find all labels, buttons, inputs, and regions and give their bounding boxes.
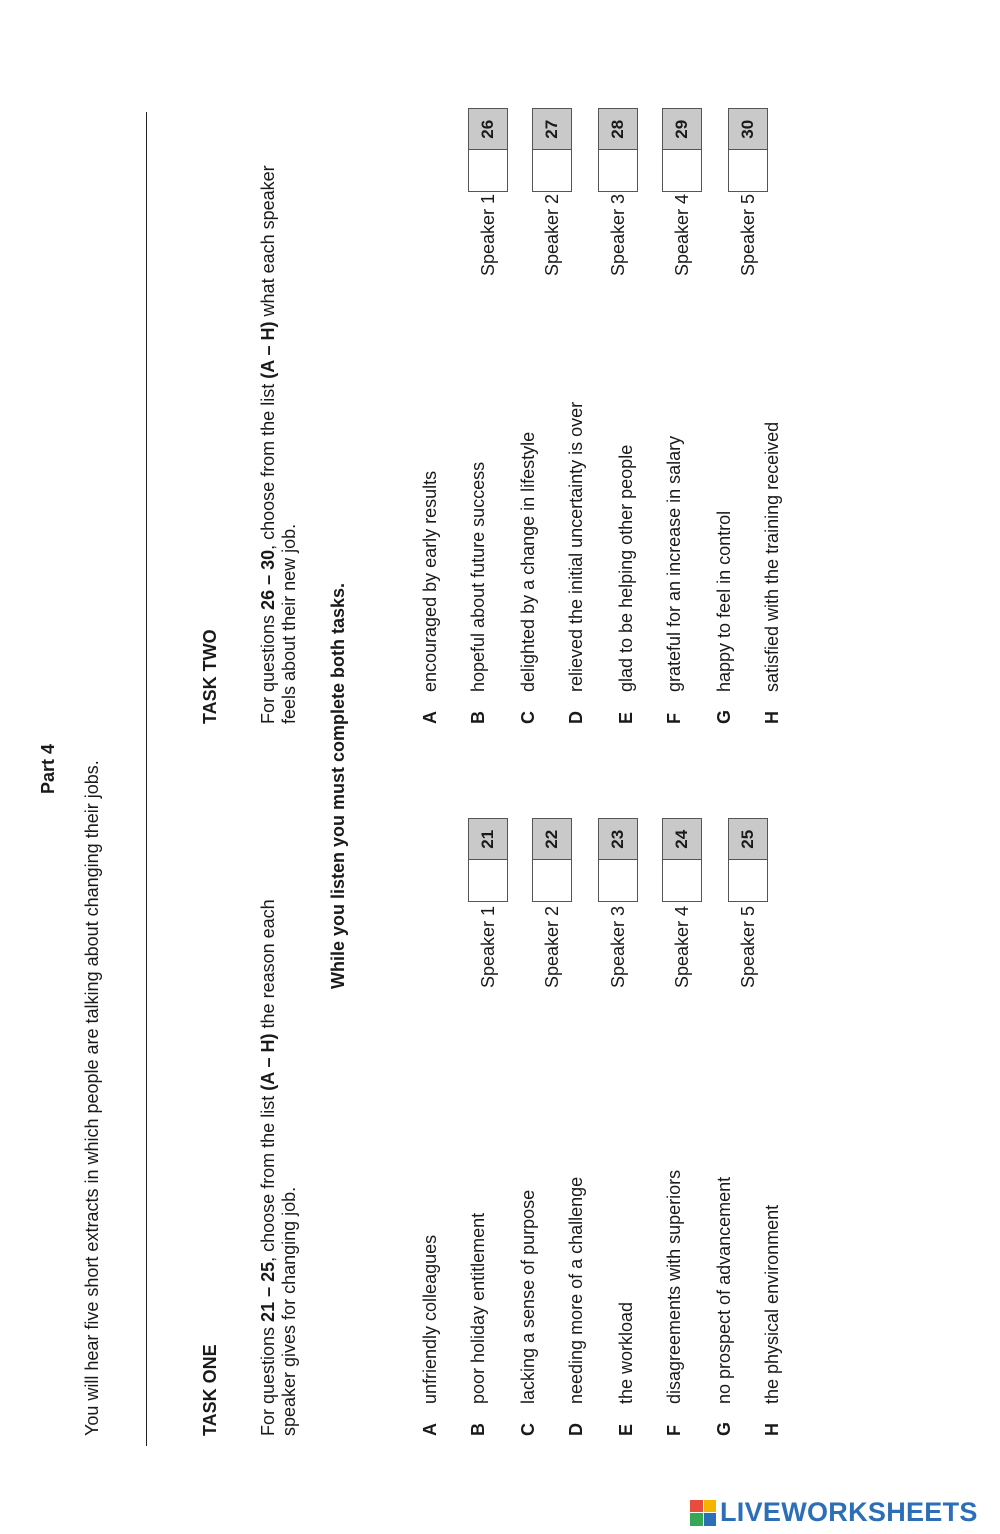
- logo-icon: [690, 1500, 716, 1526]
- option-item: [616, 1302, 637, 1436]
- speaker-label: Speaker 1: [478, 905, 498, 988]
- speaker-label: Speaker 1: [478, 193, 498, 276]
- answer-box: [598, 108, 638, 192]
- answer-box: [532, 108, 572, 192]
- option-item: [566, 402, 587, 724]
- option-text: no prospect of advancement: [714, 1176, 734, 1404]
- option-letter: F: [664, 1425, 684, 1436]
- question-number: 29: [663, 109, 701, 150]
- answer-input[interactable]: [469, 150, 507, 192]
- option-text: happy to feel in control: [714, 510, 734, 692]
- logo-square: [690, 1500, 703, 1513]
- option-letter: C: [518, 711, 538, 724]
- option-letter: E: [616, 1423, 636, 1436]
- task-two-instruction: For questions 26 – 30, choose from the list (A – H) what each speaker feels about their new job.: [258, 165, 299, 724]
- answer-input[interactable]: [729, 150, 767, 192]
- answer-box: [468, 108, 508, 192]
- question-number: 27: [533, 109, 571, 150]
- intro-text: You will hear five short extracts in which people are talking about changing their jobs.: [82, 760, 102, 1436]
- option-text: poor holiday entitlement: [468, 1212, 488, 1404]
- instruction-note: While you listen you must complete both tasks.: [328, 582, 348, 989]
- speaker-label: Speaker 4: [672, 193, 692, 276]
- task-two-title: TASK TWO: [200, 629, 220, 724]
- answer-input[interactable]: [663, 150, 701, 192]
- option-letter: H: [762, 711, 782, 724]
- option-item: [664, 436, 685, 724]
- logo-square: [704, 1500, 717, 1513]
- option-text: the workload: [616, 1301, 636, 1404]
- option-item: [518, 432, 539, 724]
- option-item: [664, 1170, 685, 1436]
- option-text: delighted by a change in lifestyle: [518, 431, 538, 692]
- option-item: [762, 1205, 783, 1436]
- answer-input[interactable]: [599, 860, 637, 902]
- speaker-label: Speaker 5: [738, 193, 758, 276]
- option-text: disagreements with superiors: [664, 1169, 684, 1404]
- option-letter: D: [566, 1423, 586, 1436]
- question-number: 30: [729, 109, 767, 150]
- answer-input[interactable]: [729, 860, 767, 902]
- speaker-label: Speaker 3: [608, 193, 628, 276]
- answer-box: [662, 818, 702, 902]
- answer-box: [728, 818, 768, 902]
- option-letter: G: [714, 709, 734, 724]
- option-letter: C: [518, 1423, 538, 1436]
- question-number: 22: [533, 819, 571, 860]
- question-number: 21: [469, 819, 507, 860]
- speaker-label: Speaker 3: [608, 905, 628, 988]
- option-item: [420, 1235, 441, 1436]
- option-letter: H: [762, 1423, 782, 1436]
- option-text: relieved the initial uncertainty is over: [566, 401, 586, 692]
- question-number: 24: [663, 819, 701, 860]
- option-item: [616, 445, 637, 724]
- option-letter: D: [566, 711, 586, 724]
- question-number: 28: [599, 109, 637, 150]
- answer-box: [532, 818, 572, 902]
- answer-input[interactable]: [533, 860, 571, 902]
- option-text: needing more of a challenge: [566, 1176, 586, 1404]
- option-text: lacking a sense of purpose: [518, 1189, 538, 1404]
- option-text: grateful for an increase in salary: [664, 435, 684, 692]
- option-letter: F: [664, 713, 684, 724]
- speaker-label: Speaker 2: [542, 905, 562, 988]
- liveworksheets-logo: [690, 1497, 978, 1528]
- option-text: hopeful about future success: [468, 461, 488, 692]
- answer-box: [468, 818, 508, 902]
- option-text: satisfied with the training received: [762, 421, 782, 692]
- option-letter: E: [616, 711, 636, 724]
- option-item: [468, 462, 489, 724]
- option-letter: A: [420, 1423, 440, 1436]
- answer-input[interactable]: [663, 860, 701, 902]
- answer-input[interactable]: [533, 150, 571, 192]
- option-text: encouraged by early results: [420, 470, 440, 692]
- option-text: glad to be helping other people: [616, 444, 636, 692]
- option-text: unfriendly colleagues: [420, 1234, 440, 1404]
- answer-box: [662, 108, 702, 192]
- option-letter: B: [468, 1423, 488, 1436]
- question-number: 23: [599, 819, 637, 860]
- option-item: [518, 1190, 539, 1436]
- divider: [146, 112, 147, 1446]
- question-number: 26: [469, 109, 507, 150]
- brand-name: LIVEWORKSHEETS: [720, 1497, 978, 1527]
- option-item: [468, 1213, 489, 1436]
- task-one-title: TASK ONE: [200, 1344, 220, 1436]
- option-item: [566, 1177, 587, 1436]
- option-item: [762, 422, 783, 724]
- answer-box: [598, 818, 638, 902]
- speaker-label: Speaker 4: [672, 905, 692, 988]
- logo-square: [704, 1513, 717, 1526]
- option-letter: G: [714, 1421, 734, 1436]
- option-item: [714, 511, 735, 724]
- task-one-instruction: For questions 21 – 25, choose from the list (A – H) the reason each speaker gives for changing job.: [258, 899, 299, 1436]
- option-letter: A: [420, 711, 440, 724]
- option-item: [420, 471, 441, 724]
- speaker-label: Speaker 5: [738, 905, 758, 988]
- option-letter: B: [468, 711, 488, 724]
- answer-input[interactable]: [599, 150, 637, 192]
- question-number: 25: [729, 819, 767, 860]
- page-title: Part 4: [38, 743, 58, 794]
- option-text: the physical environment: [762, 1204, 782, 1404]
- logo-square: [690, 1513, 703, 1526]
- answer-box: [728, 108, 768, 192]
- speaker-label: Speaker 2: [542, 193, 562, 276]
- answer-input[interactable]: [469, 860, 507, 902]
- option-item: [714, 1177, 735, 1436]
